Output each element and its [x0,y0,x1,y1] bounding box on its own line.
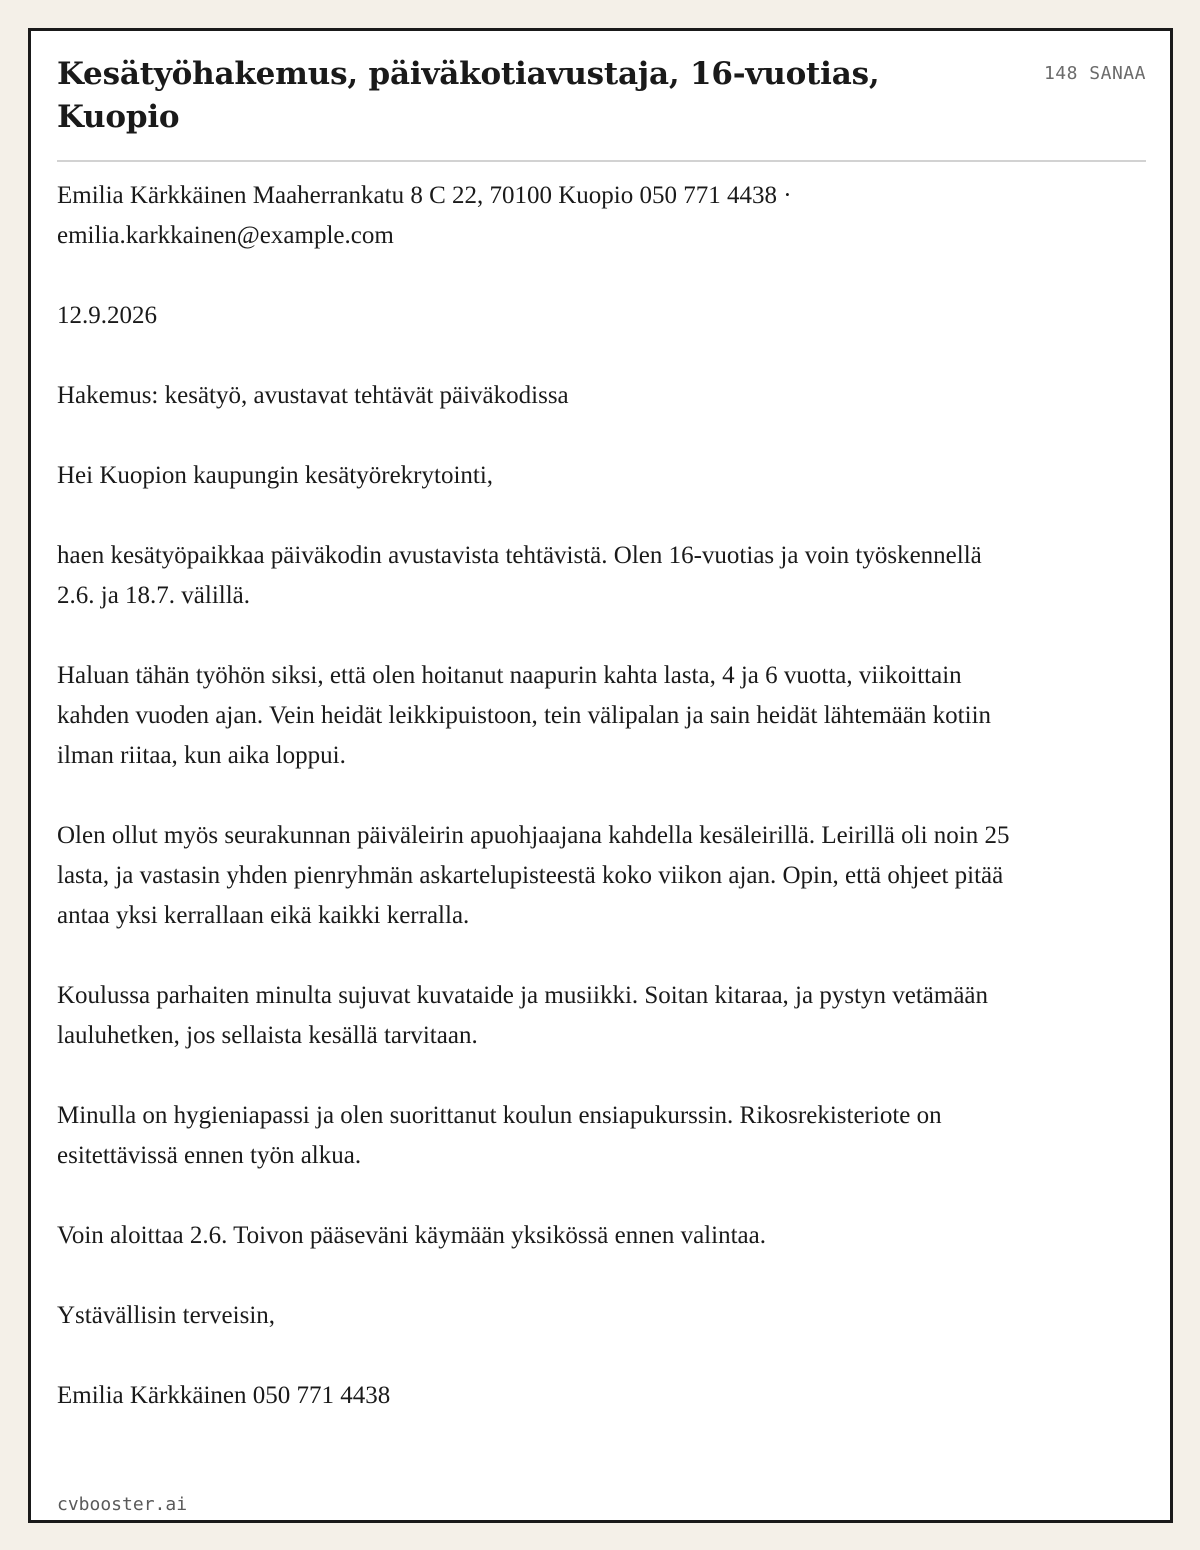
body-paragraph: haen kesätyöpaikkaa päiväkodin avustavista tehtävistä. Olen 16-vuotias ja voin työskennellä 2.6. ja 18.7. välillä. [57,542,982,609]
body-paragraph: Voin aloittaa 2.6. Toivon pääseväni käymään yksikössä ennen valintaa. [57,1222,766,1249]
footer-brand: cvbooster.ai [57,1494,188,1515]
letter-date: 12.9.2026 [57,302,157,329]
letter-subject: Hakemus: kesätyö, avustavat tehtävät päiväkodissa [57,382,569,409]
letter-card [28,28,1173,1523]
body-paragraph: Koulussa parhaiten minulta sujuvat kuvataide ja musiikki. Soitan kitaraa, ja pystyn vetämään lauluhetken, jos sellaista kesällä tarvitaan. [57,982,989,1049]
header-divider [57,160,1146,162]
letter-body [57,176,1017,1416]
letter-header [57,53,1146,161]
body-paragraph: Minulla on hygieniapassi ja olen suorittanut koulun ensiapukurssin. Rikosrekisteriote on esitettävissä ennen työn alkua. [57,1102,942,1169]
body-paragraph: Haluan tähän työhön siksi, että olen hoitanut naapurin kahta lasta, 4 ja 6 vuotta, viikoittain kahden vuoden ajan. Vein heidät leikkipuistoon, tein välipalan ja sain heidät lähtemään kotiin ilman riitaa, kun aika loppui. [57,662,992,769]
word-count-badge: 148 SANAA [1043,63,1146,84]
contact-line: Emilia Kärkkäinen Maaherrankatu 8 C 22, 70100 Kuopio 050 771 4438 · emilia.karkkainen@example.com [57,182,792,249]
body-paragraph: Olen ollut myös seurakunnan päiväleirin apuohjaajana kahdella kesäleirillä. Leirillä oli noin 25 lasta, ja vastasin yhden pienryhmän askartelupisteestä koko viikon ajan. Opin, että ohjeet pitää antaa yksi kerrallaan eikä kaikki kerralla. [57,822,1010,929]
letter-title: Kesätyöhakemus, päiväkotiavustaja, 16-vuotias, Kuopio [57,56,880,135]
letter-signature: Emilia Kärkkäinen 050 771 4438 [57,1382,391,1409]
letter-closing: Ystävällisin terveisin, [57,1302,276,1329]
letter-greeting: Hei Kuopion kaupungin kesätyörekrytointi, [57,462,494,489]
